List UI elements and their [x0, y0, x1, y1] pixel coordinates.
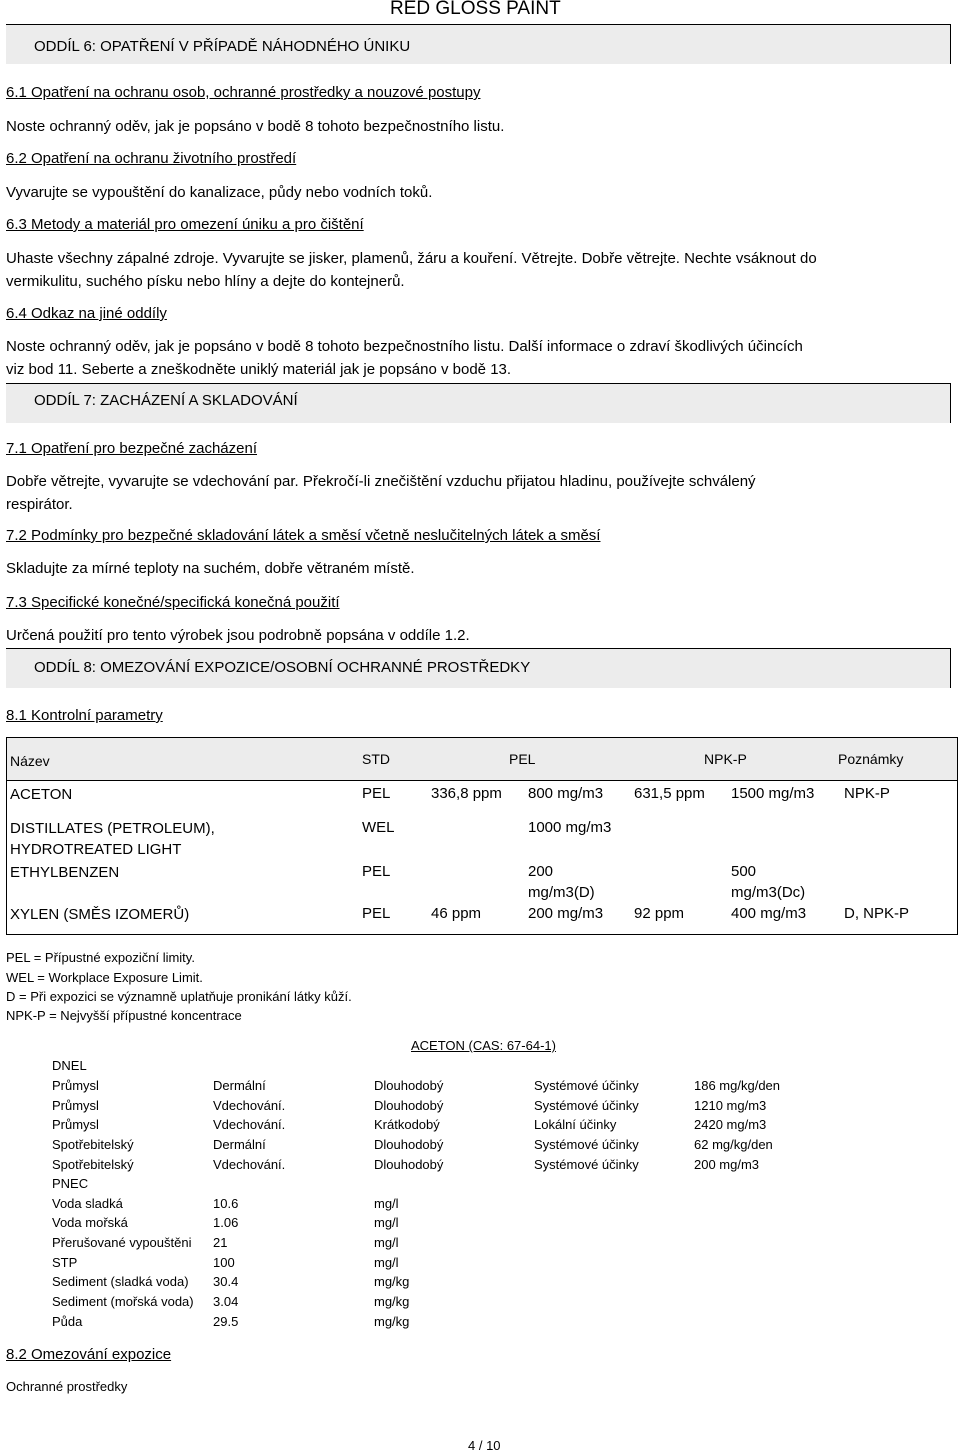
table-cell-std: PEL [362, 785, 391, 802]
table-cell-npk-ppm: 631,5 ppm [634, 785, 705, 802]
dnel-cell: Dlouhodobý [374, 1137, 444, 1152]
dnel-cell: Vdechování. [213, 1098, 286, 1113]
subsection-6-2-text: Vyvarujte se vypouštění do kanalizace, půdy nebo vodních toků. [6, 184, 433, 201]
table-cell-npk-mg: 500 [731, 863, 757, 880]
table-cell-note: NPK-P [844, 785, 890, 802]
pnec-cell: 21 [213, 1235, 228, 1250]
table-header-std: STD [362, 751, 390, 767]
subsection-6-3-text-line1: Uhaste všechny zápalné zdroje. Vyvarujte se jisker, plamenů, žáru a kouření. Větrejte. Dobře větrejte. Nechte vsáknout do [6, 250, 817, 267]
subsection-7-3-title: 7.3 Specifické konečné/specifická konečná použití [6, 594, 340, 611]
section-6-header [6, 24, 951, 64]
section-8-title: ODDÍL 8: OMEZOVÁNÍ EXPOZICE/OSOBNÍ OCHRANNÉ PROSTŘEDKY [34, 659, 531, 676]
pnec-cell: 3.04 [213, 1294, 239, 1309]
subsection-8-1-title: 8.1 Kontrolní parametry [6, 707, 163, 724]
subsection-6-3-title: 6.3 Metody a materiál pro omezení úniku a pro čištění [6, 216, 364, 233]
pnec-cell: Sediment (mořská voda) [52, 1294, 194, 1309]
section-8-header [6, 648, 951, 688]
subsection-6-1-title: 6.1 Opatření na ochranu osob, ochranné prostředky a nouzové postupy [6, 84, 481, 101]
subsection-7-1-text-line1: Dobře větrejte, vyvarujte se vdechování par. Překročí-li znečištění vzduchu přijatou hladinu, používejte schválený [6, 473, 756, 490]
dnel-cell: Dlouhodobý [374, 1078, 444, 1093]
dnel-cell: Lokální účinky [534, 1117, 617, 1132]
dnel-cell: Vdechování. [213, 1157, 286, 1172]
table-cell-pel-mg-line2: mg/m3(D) [528, 884, 595, 901]
table-cell-npk-ppm: 92 ppm [634, 905, 685, 922]
table-cell-pel-ppm: 46 ppm [431, 905, 482, 922]
pnec-cell: mg/l [374, 1255, 399, 1270]
pnec-cell: 1.06 [213, 1215, 239, 1230]
pnec-cell: mg/l [374, 1235, 399, 1250]
subsection-7-2-text: Skladujte za mírné teploty na suchém, dobře větraném místě. [6, 560, 415, 577]
dnel-cell: Krátkodobý [374, 1117, 440, 1132]
subsection-6-4-text-line1: Noste ochranný oděv, jak je popsáno v bodě 8 tohoto bezpečnostního listu. Další informace o zdraví škodlivých účincích [6, 338, 803, 355]
document-title: RED GLOSS PAINT [390, 0, 561, 19]
subsection-7-1-title: 7.1 Opatření pro bezpečné zacházení [6, 440, 258, 457]
pnec-cell: Přerušované vypouštěni [52, 1235, 192, 1250]
table-cell-std: WEL [362, 819, 395, 836]
dnel-cell: Systémové účinky [534, 1098, 639, 1113]
pnec-cell: Sediment (sladká voda) [52, 1274, 189, 1289]
pnec-cell: STP [52, 1255, 78, 1270]
subsection-8-2-subtitle: Ochranné prostředky [6, 1379, 128, 1394]
dnel-cell: Dermální [213, 1078, 266, 1093]
table-header-npk: NPK-P [704, 751, 747, 767]
dnel-cell: Dermální [213, 1137, 266, 1152]
pnec-cell: Půda [52, 1314, 83, 1329]
table-cell-name: XYLEN (SMĚS IZOMERŮ) [10, 906, 190, 923]
table-cell-pel-mg: 1000 mg/m3 [528, 819, 612, 836]
pnec-cell: mg/l [374, 1215, 399, 1230]
section-7-header [6, 383, 951, 423]
table-cell-npk-mg: 400 mg/m3 [731, 905, 807, 922]
subsection-7-2-title: 7.2 Podmínky pro bezpečné skladování látek a směsí včetně neslučitelných látek a směsí [6, 527, 601, 544]
dnel-cell: Systémové účinky [534, 1157, 639, 1172]
aceton-title: ACETON (CAS: 67-64-1) [411, 1038, 556, 1053]
dnel-cell: Průmysl [52, 1078, 99, 1093]
legend-line: PEL = Přípustné expoziční limity. [6, 950, 195, 965]
subsection-6-4-text-line2: viz bod 11. Seberte a zneškodněte uniklý materiál jak je popsáno v bodě 13. [6, 361, 512, 378]
table-cell-pel-mg: 200 mg/m3 [528, 905, 604, 922]
pnec-cell: mg/kg [374, 1314, 410, 1329]
subsection-7-3-text: Určená použití pro tento výrobek jsou podrobně popsána v oddíle 1.2. [6, 627, 470, 644]
table-cell-npk-mg-line2: mg/m3(Dc) [731, 884, 806, 901]
pnec-label: PNEC [52, 1176, 89, 1191]
dnel-cell: 200 mg/m3 [694, 1157, 760, 1172]
table-cell-pel-mg: 200 [528, 863, 554, 880]
exposure-table-header [6, 737, 958, 781]
dnel-cell: 1210 mg/m3 [694, 1098, 767, 1113]
subsection-7-1-text-line2: respirátor. [6, 496, 73, 513]
dnel-cell: Vdechování. [213, 1117, 286, 1132]
legend-line: D = Při expozici se významně uplatňuje pronikání látky kůží. [6, 989, 352, 1004]
dnel-cell: Dlouhodobý [374, 1098, 444, 1113]
subsection-6-1-text: Noste ochranný oděv, jak je popsáno v bodě 8 tohoto bezpečnostního listu. [6, 118, 505, 135]
pnec-cell: Voda mořská [52, 1215, 128, 1230]
pnec-cell: 100 [213, 1255, 235, 1270]
table-cell-std: PEL [362, 905, 391, 922]
subsection-6-2-title: 6.2 Opatření na ochranu životního prostředí [6, 150, 297, 167]
table-header-pel: PEL [509, 751, 536, 767]
dnel-cell: 2420 mg/m3 [694, 1117, 767, 1132]
table-cell-pel-mg: 800 mg/m3 [528, 785, 604, 802]
page-number: 4 / 10 [468, 1438, 501, 1453]
pnec-cell: mg/l [374, 1196, 399, 1211]
table-cell-name-line2: HYDROTREATED LIGHT [10, 841, 182, 858]
pnec-cell: 29.5 [213, 1314, 239, 1329]
subsection-6-3-text-line2: vermikulitu, suchého písku nebo hlíny a dejte do kontejnerů. [6, 273, 405, 290]
table-cell-name: ETHYLBENZEN [10, 864, 120, 881]
table-cell-note: D, NPK-P [844, 905, 910, 922]
pnec-cell: 10.6 [213, 1196, 239, 1211]
table-header-notes: Poznámky [838, 751, 904, 767]
table-cell-pel-ppm: 336,8 ppm [431, 785, 502, 802]
table-cell-name: DISTILLATES (PETROLEUM), [10, 820, 215, 837]
table-cell-name: ACETON [10, 786, 73, 803]
dnel-cell: Spotřebitelský [52, 1157, 134, 1172]
legend-line: WEL = Workplace Exposure Limit. [6, 970, 203, 985]
dnel-cell: Systémové účinky [534, 1078, 639, 1093]
section-6-title: ODDÍL 6: OPATŘENÍ V PŘÍPADĚ NÁHODNÉHO ÚNIKU [34, 38, 411, 55]
dnel-cell: 186 mg/kg/den [694, 1078, 781, 1093]
pnec-cell: mg/kg [374, 1274, 410, 1289]
dnel-cell: Průmysl [52, 1098, 99, 1113]
pnec-cell: 30.4 [213, 1274, 239, 1289]
subsection-8-2-title: 8.2 Omezování expozice [6, 1346, 172, 1363]
table-header-name: Název [10, 753, 50, 769]
table-cell-npk-mg: 1500 mg/m3 [731, 785, 815, 802]
dnel-cell: 62 mg/kg/den [694, 1137, 773, 1152]
table-cell-std: PEL [362, 863, 391, 880]
section-7-title: ODDÍL 7: ZACHÁZENÍ A SKLADOVÁNÍ [34, 392, 298, 409]
pnec-cell: mg/kg [374, 1294, 410, 1309]
legend-line: NPK-P = Nejvyšší přípustné koncentrace [6, 1008, 242, 1023]
dnel-cell: Dlouhodobý [374, 1157, 444, 1172]
dnel-cell: Spotřebitelský [52, 1137, 134, 1152]
dnel-label: DNEL [52, 1058, 87, 1073]
subsection-6-4-title: 6.4 Odkaz na jiné oddíly [6, 305, 167, 322]
pnec-cell: Voda sladká [52, 1196, 123, 1211]
dnel-cell: Systémové účinky [534, 1137, 639, 1152]
dnel-cell: Průmysl [52, 1117, 99, 1132]
